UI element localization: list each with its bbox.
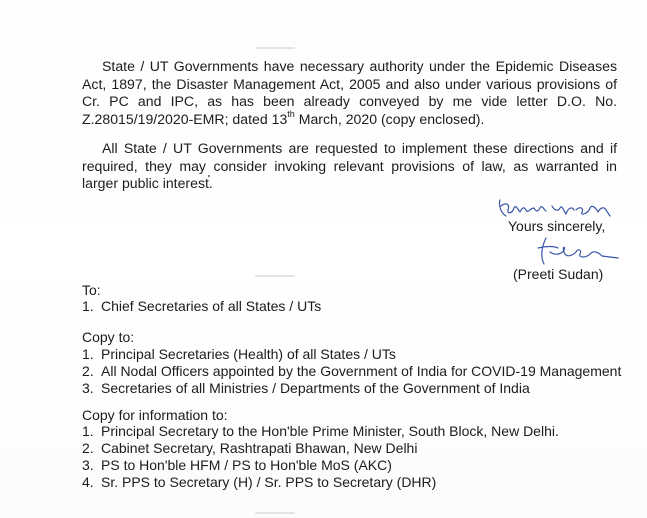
ordinal-suffix: th: [287, 109, 295, 120]
list-item-number: 1.: [82, 298, 94, 314]
list-item-number: 2.: [82, 440, 94, 456]
list-item-number: 1.: [82, 346, 94, 362]
list-item-number: 3.: [82, 457, 94, 473]
to-label: To:: [82, 282, 101, 298]
copy-info-list: [82, 423, 559, 491]
list-item-text: Principal Secretaries (Health) of all States / UTs: [101, 346, 396, 362]
list-item-number: 3.: [82, 380, 94, 396]
paragraph-authority-text: State / UT Governments have necessary authority under the Epidemic Diseases Act, 1897, the Disaster Management Act, 2005 and also under various provisions of Cr. PC and IPC, as has been already conveyed by me vide letter D.O. No. Z.28015/19/2020-EMR; dated 13: [82, 58, 617, 127]
list-item-text: Chief Secretaries of all States / UTs: [101, 298, 322, 314]
list-item: [82, 363, 621, 380]
list-item-text: PS to Hon'ble HFM / PS to Hon'ble MoS (AKC): [101, 457, 392, 473]
list-item-text: Secretaries of all Ministries / Departments of the Government of India: [101, 380, 530, 396]
copy-to-label: Copy to:: [82, 329, 135, 345]
scan-artifact: [255, 512, 295, 514]
scan-artifact: [255, 275, 295, 277]
closing-salutation: Yours sincerely,: [508, 218, 606, 234]
list-item-text: Sr. PPS to Secretary (H) / Sr. PPS to Secretary (DHR): [101, 474, 437, 490]
list-item: [82, 346, 621, 363]
list-item: [82, 380, 621, 397]
copy-info-label: Copy for information to:: [82, 407, 228, 423]
copy-to-list: [82, 346, 621, 397]
paragraph-request: [82, 140, 617, 193]
list-item-number: 1.: [82, 423, 94, 439]
list-item-text: All Nodal Officers appointed by the Government of India for COVID-19 Management: [101, 363, 622, 379]
list-item: [82, 423, 559, 440]
scan-artifact: [255, 47, 295, 49]
list-item: [82, 457, 559, 474]
to-list: [82, 298, 321, 315]
paragraph-authority: [82, 58, 617, 128]
list-item: [82, 440, 559, 457]
list-item-text: Cabinet Secretary, Rashtrapati Bhawan, New Delhi: [101, 440, 418, 456]
paragraph-request-text: All State / UT Governments are requested to implement these directions and if required, they may consider invoking relevant provisions of law, as warranted in larger public interest.: [82, 140, 617, 192]
list-item-number: 2.: [82, 363, 94, 379]
list-item: [82, 474, 559, 491]
list-item-text: Principal Secretary to the Hon'ble Prime Minister, South Block, New Delhi.: [101, 423, 559, 439]
signatory-name: (Preeti Sudan): [513, 266, 604, 282]
signature: [528, 234, 628, 268]
list-item: [82, 298, 321, 315]
list-item-number: 4.: [82, 474, 94, 490]
paragraph-authority-tail: March, 2020 (copy enclosed).: [294, 110, 485, 127]
